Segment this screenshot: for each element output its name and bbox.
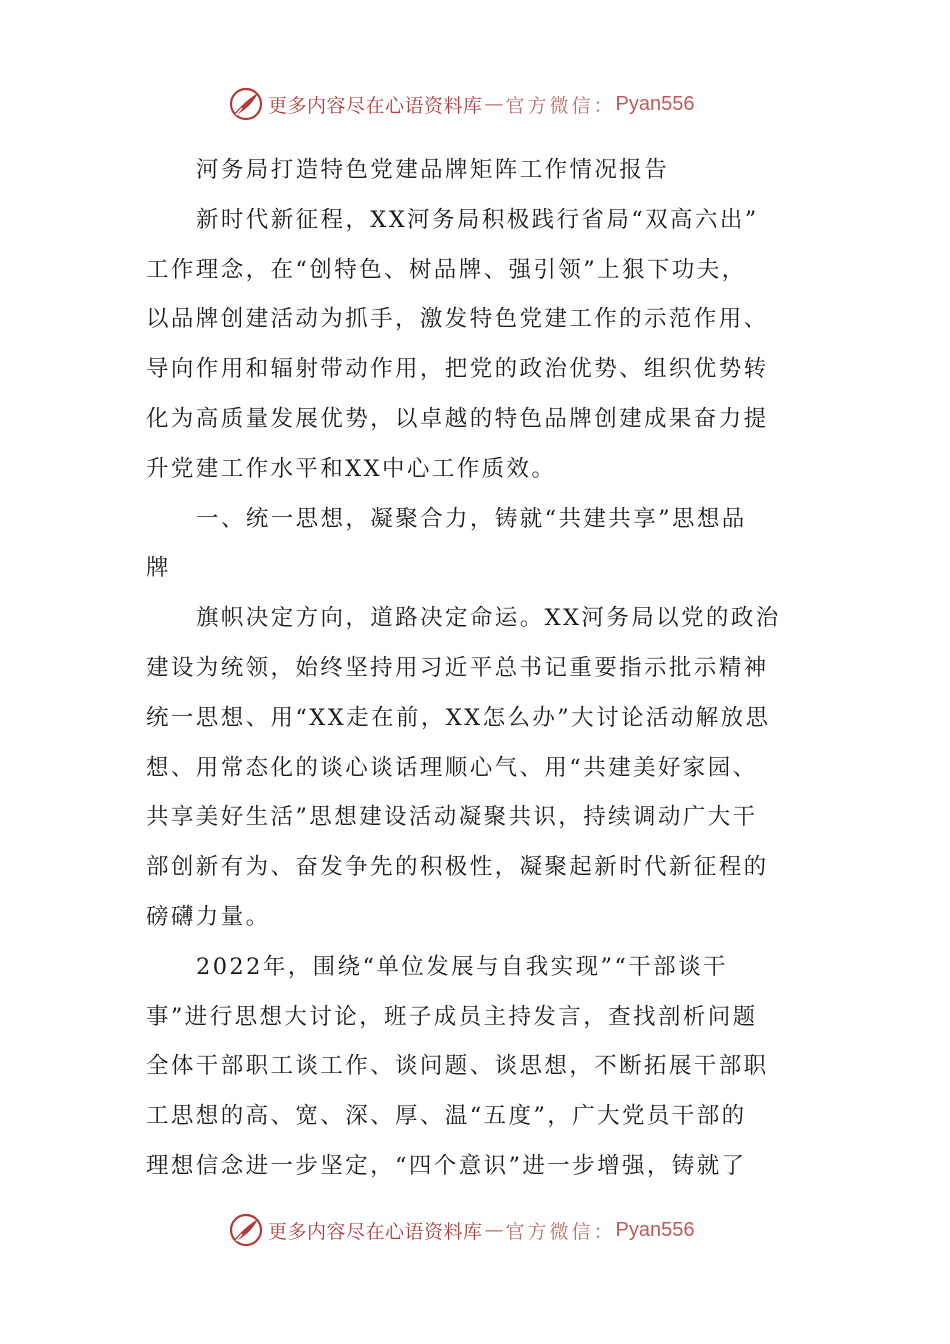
text-line: 理想信念进一步坚定，“四个意识”进一步增强，铸就了 bbox=[146, 1152, 747, 1179]
text-line: 事”进行思想大讨论，班子成员主持发言，查找剖析问题 bbox=[146, 1003, 758, 1030]
document-body bbox=[146, 146, 806, 1192]
header-banner bbox=[228, 84, 695, 124]
banner-text: 更多内容尽在心语资料库 bbox=[268, 1220, 483, 1243]
quill-logo-icon bbox=[228, 86, 264, 122]
text-line: 建设为统领，始终坚持用习近平总书记重要指示批示精神 bbox=[146, 654, 769, 681]
text-line: 以品牌创建活动为抓手，激发特色党建工作的示范作用、 bbox=[146, 306, 769, 333]
text-line: 化为高质量发展优势，以卓越的特色品牌创建成果奋力提 bbox=[146, 405, 769, 432]
text-line: 2022年，围绕“单位发展与自我实现”“干部谈干 bbox=[196, 953, 728, 980]
text-line: 一、统一思想，凝聚合力，铸就“共建共享”思想品 bbox=[196, 505, 747, 532]
text-line: 全体干部职工谈工作、谈问题、谈思想，不断拓展干部职 bbox=[146, 1053, 769, 1080]
banner-wechat-id: Pyan556 bbox=[615, 1218, 695, 1241]
text-line: 部创新有为、奋发争先的积极性，凝聚起新时代新征程的 bbox=[146, 854, 769, 881]
text-line: 磅礴力量。 bbox=[146, 903, 271, 930]
banner-separator: — bbox=[484, 93, 504, 115]
text-line: 想、用常态化的谈心谈话理顺心气、用“共建美好家园、 bbox=[146, 754, 758, 781]
text-line: 工作理念，在“创特色、树品牌、强引领”上狠下功夫， bbox=[146, 256, 747, 283]
banner-label: 官方微信： bbox=[505, 1220, 616, 1243]
banner-wechat-id: Pyan556 bbox=[615, 92, 695, 115]
footer-banner bbox=[228, 1210, 695, 1250]
text-line: 升党建工作水平和XX中心工作质效。 bbox=[146, 455, 557, 482]
text-line: 新时代新征程，XX河务局积极践行省局“双高六出” bbox=[196, 206, 759, 233]
banner-label: 官方微信： bbox=[505, 94, 616, 117]
banner-text: 更多内容尽在心语资料库 bbox=[268, 94, 483, 117]
text-line: 导向作用和辐射带动作用，把党的政治优势、组织优势转 bbox=[146, 356, 769, 383]
text-line: 工思想的高、宽、深、厚、温“五度”，广大党员干部的 bbox=[146, 1103, 747, 1130]
text-line: 共享美好生活”思想建设活动凝聚共识，持续调动广大干 bbox=[146, 804, 758, 831]
banner-separator: — bbox=[484, 1219, 504, 1241]
text-line: 旗帜决定方向，道路决定命运。XX河务局以党的政治 bbox=[196, 605, 781, 632]
quill-logo-icon bbox=[228, 1212, 264, 1248]
text-line: 河务局打造特色党建品牌矩阵工作情况报告 bbox=[196, 157, 670, 183]
text-line: 统一思想、用“XX走在前，XX怎么办”大讨论活动解放思 bbox=[146, 704, 771, 731]
text-line: 牌 bbox=[146, 555, 171, 582]
